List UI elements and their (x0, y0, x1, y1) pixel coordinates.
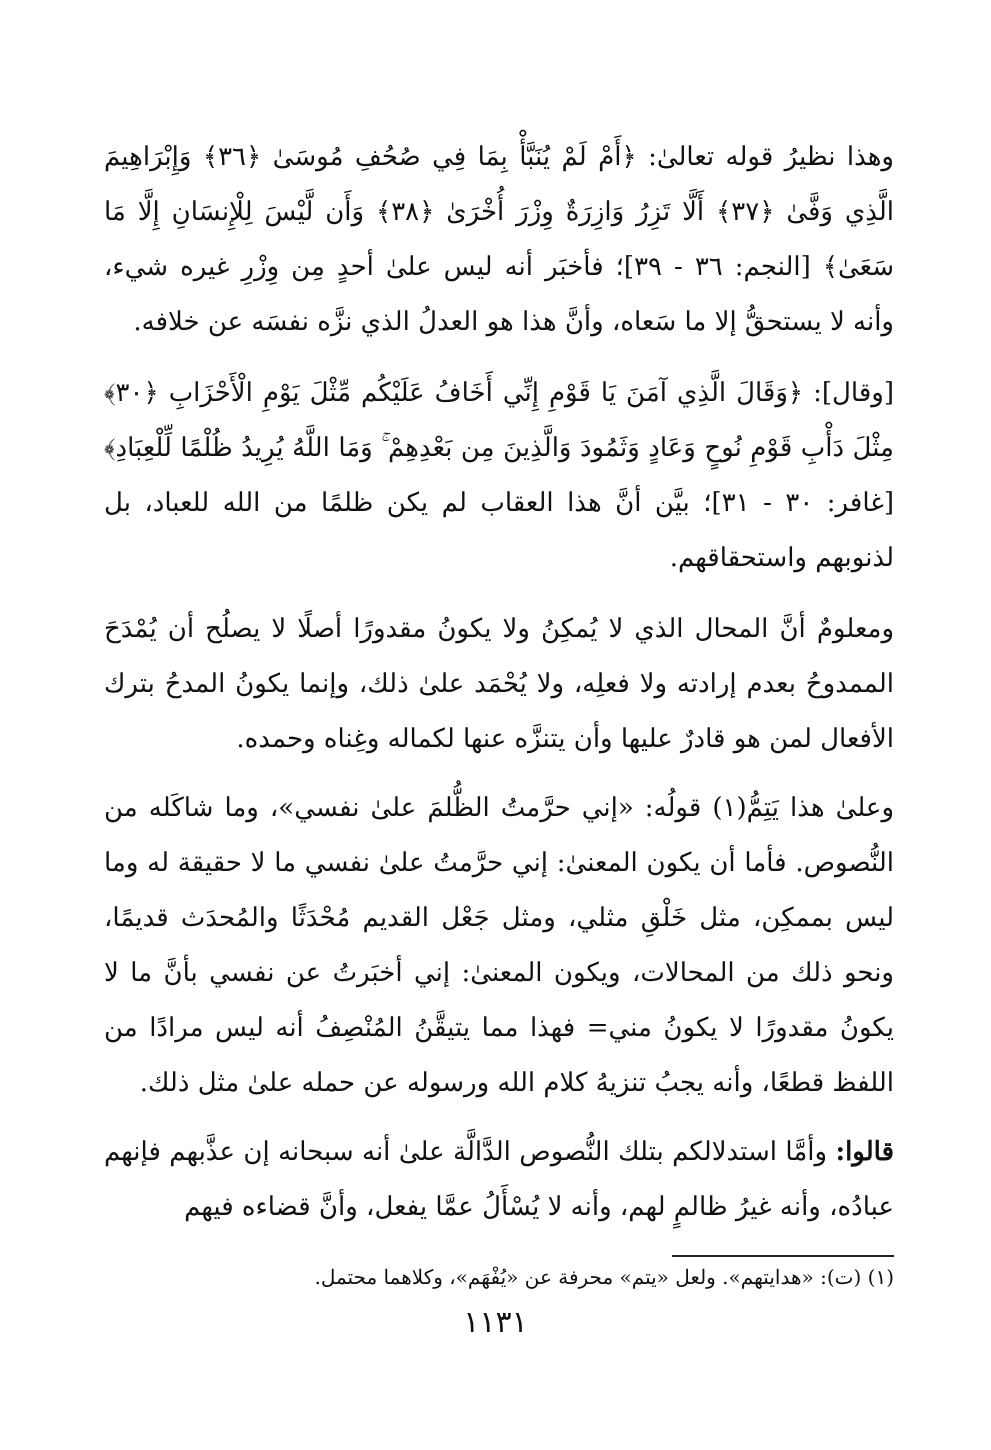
footnote-divider (672, 1255, 894, 1257)
paragraph-5-lead: قالوا: (835, 1137, 894, 1167)
footnote: (١) (ت): «هدايتهم». ولعل «يتم» محرفة عن «يُفْهَم»، وكلاهما محتمل. (314, 1265, 894, 1289)
paragraph-4: وعلىٰ هذا يَتِمُّ(١) قولُه: «إني حرَّمتُ الظُّلمَ علىٰ نفسي»، وما شاكَله من النُّصوص. فأما أن يكون المعنىٰ: إني حرَّمتُ علىٰ نفسي ما لا حقيقة له وما ليس بممكِن، مثل خَلْقِ مثلي، ومثل جَعْل القديم مُحْدَثًا والمُحدَث قديمًا، ونحو ذلك من المحالات، ويكون المعنىٰ: إني أخبَرتُ عن نفسي بأنَّ ما لا يكونُ مقدورًا لا يكونُ مني= فهذا مما يتيقَّنُ المُنْصِفُ أنه ليس مرادًا من اللفظ قطعًا، وأنه يجبُ تنزيهُ كلام الله ورسوله عن حمله علىٰ مثل ذلك. (104, 793, 894, 1098)
page-body (104, 130, 894, 1249)
paragraph-5-text: وأمَّا استدلالكم بتلك النُّصوص الدَّالَّة علىٰ أنه سبحانه إن عذَّبهم فإنهم عبادُه، وأنه غيرُ ظالمٍ لهم، وأنه لا يُسْأَلُ عمَّا يفعل، وأنَّ قضاءه فيهم (104, 1137, 894, 1222)
paragraph-5 (104, 1125, 894, 1235)
page-number: ١١٣١ (463, 1305, 528, 1340)
paragraph-2: [وقال]: ﴿وَقَالَ الَّذِي آمَنَ يَا قَوْمِ إِنِّي أَخَافُ عَلَيْكُم مِّثْلَ يَوْمِ الْأَحْزَابِ ﴿٣٠﴾ مِثْلَ دَأْبِ قَوْمِ نُوحٍ وَعَادٍ وَثَمُودَ وَالَّذِينَ مِن بَعْدِهِمْ ۚ وَمَا اللَّهُ يُرِيدُ ظُلْمًا لِّلْعِبَادِ﴾ [غافر: ٣٠ - ٣١]؛ بيَّن أنَّ هذا العقاب لم يكن ظلمًا من الله للعباد، بل لذنوبهم واستحقاقهم. (104, 378, 894, 573)
paragraph-3: ومعلومٌ أنَّ المحال الذي لا يُمكِنُ ولا يكونُ مقدورًا أصلًا لا يصلُح أن يُمْدَحَ الممدوحُ بعدم إرادته ولا فعلِه، ولا يُحْمَد علىٰ ذلك، وإنما يكونُ المدحُ بترك الأفعال لمن هو قادرٌ عليها وأن يتنزَّه عنها لكماله وغِناه وحمده. (104, 614, 894, 754)
paragraph-1: وهذا نظيرُ قوله تعالىٰ: ﴿أَمْ لَمْ يُنَبَّأْ بِمَا فِي صُحُفِ مُوسَىٰ ﴿٣٦﴾ وَإِبْرَاهِيمَ الَّذِي وَفَّىٰ ﴿٣٧﴾ أَلَّا تَزِرُ وَازِرَةٌ وِزْرَ أُخْرَىٰ ﴿٣٨﴾ وَأَن لَّيْسَ لِلْإِنسَانِ إِلَّا مَا سَعَىٰ﴾ [النجم: ٣٦ - ٣٩]؛ فأخبَر أنه ليس علىٰ أحدٍ مِن وِزْرِ غيره شيء، وأنه لا يستحقُّ إلا ما سَعاه، وأنَّ هذا هو العدلُ الذي نزَّه نفسَه عن خلافه. (104, 142, 895, 337)
